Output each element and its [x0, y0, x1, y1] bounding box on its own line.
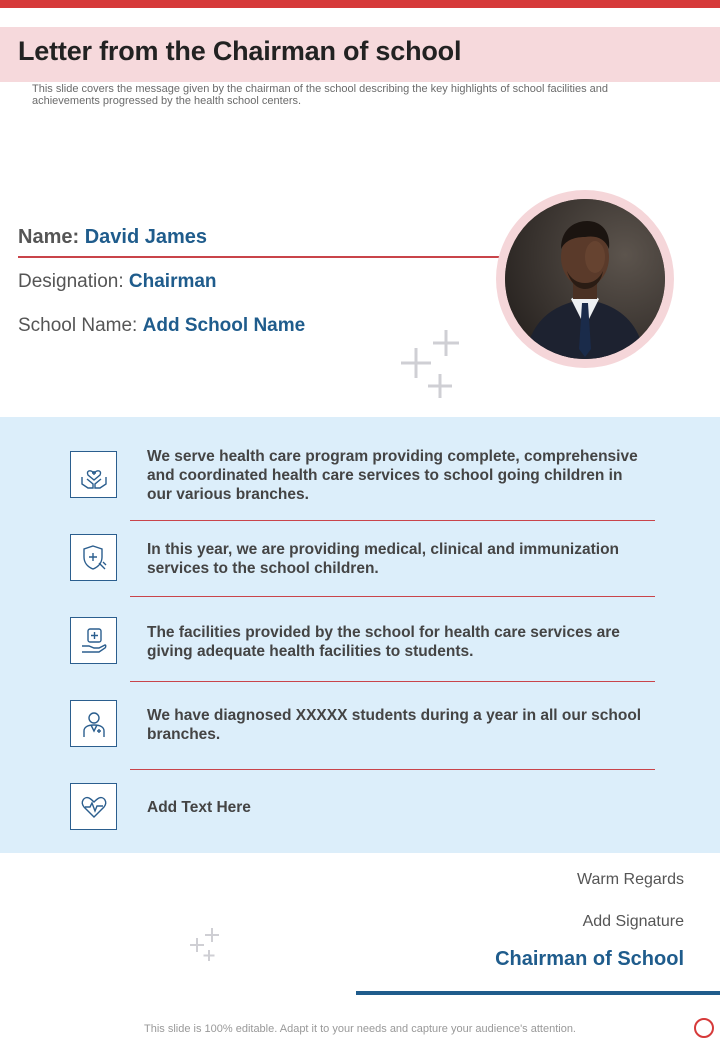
- highlight-text-1: We serve health care program providing complete, comprehensive and coordinated health care services to school going children in our various branches.: [147, 448, 638, 503]
- closing-regards: Warm Regards: [577, 871, 684, 888]
- page-subtitle: This slide covers the message given by the chairman of the school describing the key highlights of school facilities and achievements progressed by the health school centers.: [32, 83, 608, 107]
- name-label: Name:: [18, 226, 80, 248]
- sparkle-decoration-small-icon: [188, 926, 222, 962]
- highlight-text-5: Add Text Here: [147, 799, 251, 816]
- school-name-row: [18, 315, 305, 337]
- footer-note: This slide is 100% editable. Adapt it to your needs and capture your audience's attention.: [144, 1023, 576, 1035]
- footer-circle-icon: [694, 1018, 714, 1038]
- chairman-photo: [505, 199, 665, 359]
- signature-rule: [356, 991, 720, 995]
- name-divider: [18, 256, 502, 258]
- sparkle-decoration-icon: [398, 326, 464, 402]
- highlight-text-4: We have diagnosed XXXXX students during a year in all our school branches.: [147, 707, 642, 743]
- doctor-icon: [70, 700, 117, 747]
- name-row: [18, 226, 207, 249]
- name-value: David James: [84, 226, 207, 248]
- designation-value: Chairman: [128, 271, 217, 292]
- heartbeat-icon: [70, 783, 117, 830]
- highlight-text-3: The facilities provided by the school for health care services are giving adequate health facilities to students.: [147, 624, 620, 660]
- school-name-value: Add School Name: [142, 315, 306, 336]
- highlight-divider-3: [130, 681, 655, 682]
- top-accent-bar: [0, 0, 720, 8]
- hand-medical-box-icon: [70, 617, 117, 664]
- designation-label: Designation:: [18, 271, 124, 292]
- highlight-divider-4: [130, 769, 655, 770]
- signatory-title: Chairman of School: [495, 948, 684, 970]
- signature-placeholder: Add Signature: [582, 913, 684, 930]
- school-name-label: School Name:: [18, 315, 138, 336]
- highlight-divider-2: [130, 596, 655, 597]
- hands-heart-icon: [70, 451, 117, 498]
- designation-row: [18, 271, 217, 293]
- highlight-divider-1: [130, 520, 655, 521]
- page-title: Letter from the Chairman of school: [18, 36, 462, 66]
- highlight-text-2: In this year, we are providing medical, clinical and immunization services to the school children.: [147, 541, 620, 577]
- shield-medical-icon: [70, 534, 117, 581]
